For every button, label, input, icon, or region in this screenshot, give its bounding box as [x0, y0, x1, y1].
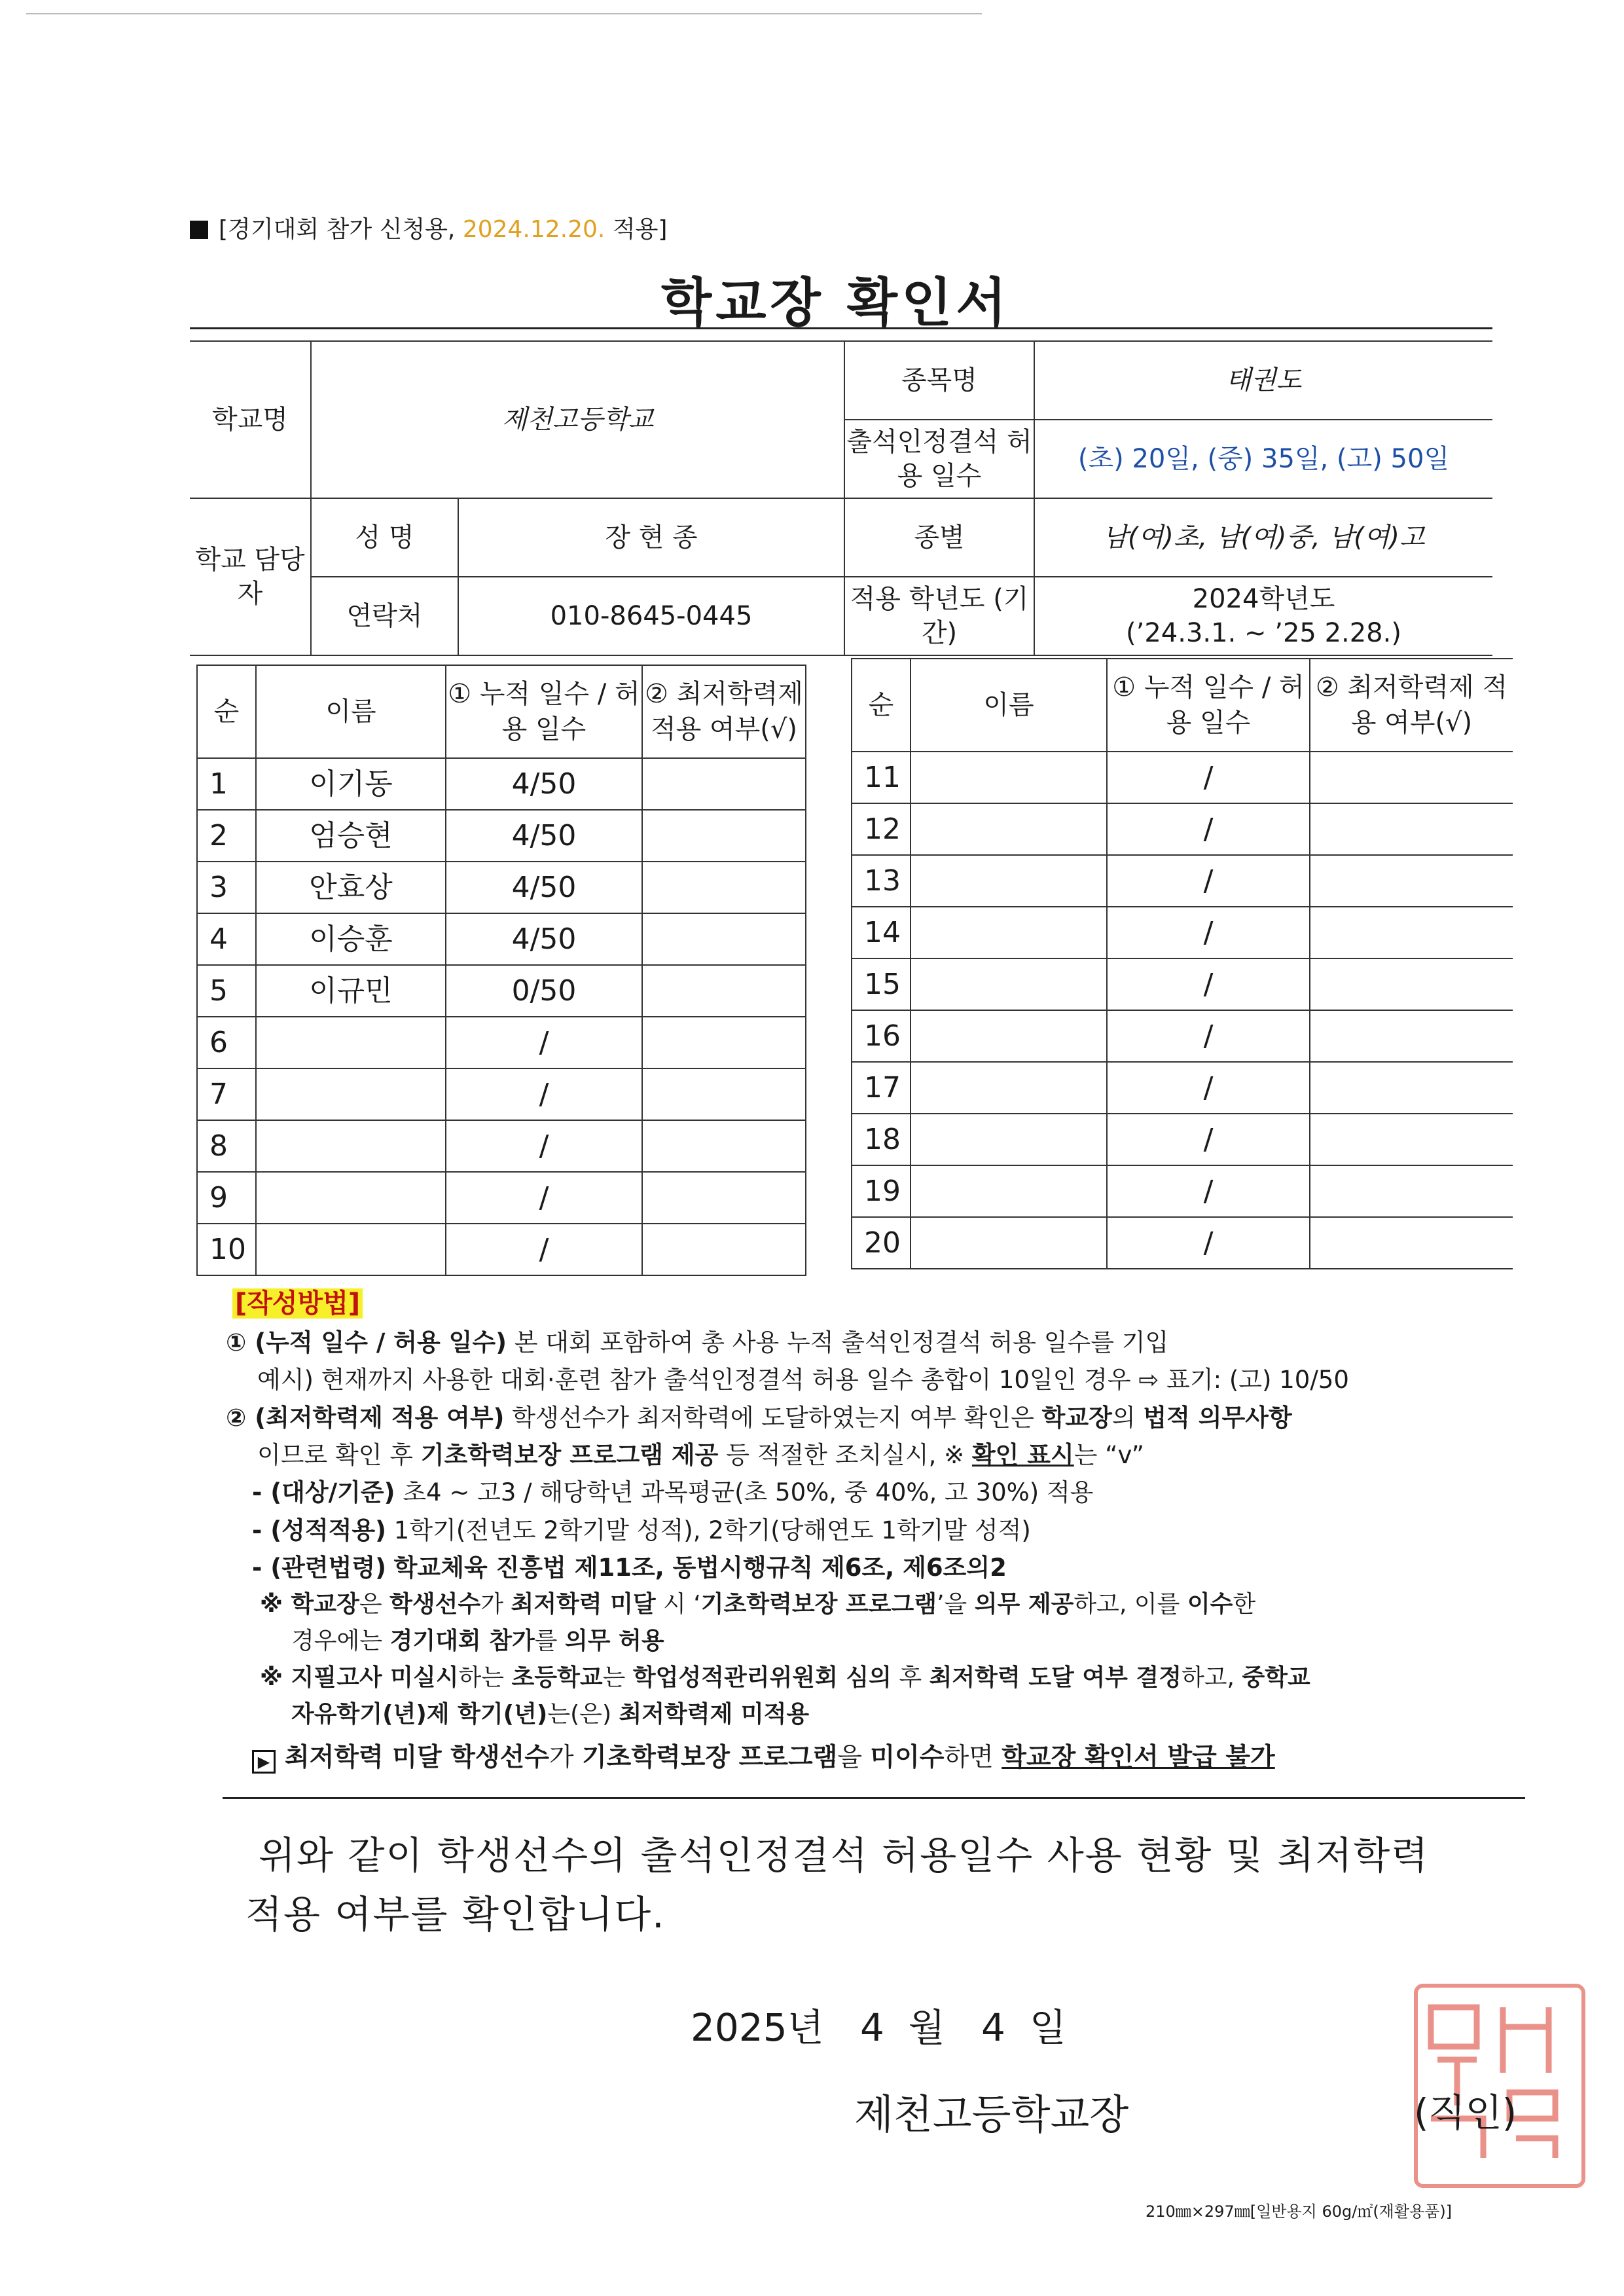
minimum-check	[1310, 1217, 1513, 1269]
remark1-d: 가	[480, 1591, 503, 1618]
header-days: ① 누적 일수 / 허용 일수	[446, 665, 642, 758]
instructions	[226, 1283, 1522, 1777]
row-number: 17	[852, 1062, 911, 1114]
table-row	[197, 1068, 806, 1120]
note2-bold-a: 학교장	[1041, 1403, 1112, 1432]
note2-bold-b: 법적 의무사항	[1143, 1403, 1292, 1432]
event-value: 태권도	[1034, 341, 1492, 420]
table-row	[852, 958, 1513, 1010]
student-name	[256, 1172, 446, 1224]
minimum-check	[642, 1172, 806, 1224]
minimum-check	[1310, 1114, 1513, 1165]
final-e: 미이수	[870, 1742, 945, 1772]
student-name	[911, 1010, 1107, 1062]
note-date: 2024.12.20.	[462, 216, 605, 243]
row-number: 11	[852, 752, 911, 803]
contact-value: 010-8645-0445	[458, 577, 844, 655]
remark2-a: ※ 지필고사 미실시	[260, 1664, 459, 1691]
confirmation-rule	[223, 1797, 1525, 1799]
row-number: 2	[197, 810, 256, 862]
notes-heading: [작성방법]	[232, 1288, 363, 1319]
final-f: 하면	[944, 1742, 994, 1772]
page-title: 학교장 확인서	[661, 272, 1011, 333]
minimum-check	[1310, 1010, 1513, 1062]
row-number: 1	[197, 758, 256, 810]
arrow-box-icon: ▶	[252, 1750, 276, 1774]
contact-label: 연락처	[311, 577, 458, 655]
student-name	[911, 1217, 1107, 1269]
remark1-g: 기초학력보장 프로그램	[700, 1591, 937, 1618]
table-row	[197, 1120, 806, 1172]
detail2-text: 1학기(전년도 2학기말 성적), 2학기(당해연도 1학기말 성적)	[393, 1516, 1031, 1544]
days-used: /	[446, 1068, 642, 1120]
row-number: 6	[197, 1017, 256, 1068]
minimum-check	[1310, 855, 1513, 907]
header-minimum: ② 최저학력제 적용 여부(√)	[1310, 659, 1513, 752]
table-row	[197, 1017, 806, 1068]
table-row	[197, 965, 806, 1017]
minimum-check	[642, 1068, 806, 1120]
header-name: 이름	[911, 659, 1107, 752]
confirmation-line2: 적용 여부를 확인합니다.	[245, 1891, 666, 1937]
row-number: 18	[852, 1114, 911, 1165]
days-used: /	[446, 1120, 642, 1172]
student-name	[911, 1062, 1107, 1114]
minimum-check	[642, 1017, 806, 1068]
paper-spec: 210㎜×297㎜[일반용지 60g/㎡(재활용품)]	[1146, 2202, 1453, 2221]
row-number: 7	[197, 1068, 256, 1120]
remark2-e: 학업성적관리위원회 심의	[632, 1664, 892, 1691]
detail3-label: - (관련법령)	[252, 1554, 387, 1582]
remark2-d: 는	[602, 1664, 626, 1691]
student-name	[256, 1120, 446, 1172]
minimum-check	[642, 862, 806, 913]
table-row	[852, 1062, 1513, 1114]
signer: 제천고등학교장	[854, 2090, 1129, 2138]
student-name: 이승훈	[256, 913, 446, 965]
note1-label: ① (누적 일수 / 허용 일수)	[226, 1328, 507, 1357]
minimum-check	[642, 758, 806, 810]
row-number: 12	[852, 803, 911, 855]
table-row	[197, 758, 806, 810]
days-used: /	[1107, 958, 1310, 1010]
table-row	[852, 1217, 1513, 1269]
student-name: 이기동	[256, 758, 446, 810]
days-used: 4/50	[446, 913, 642, 965]
row-number: 20	[852, 1217, 911, 1269]
year-label: 적용 학년도 (기간)	[844, 577, 1034, 655]
remark1-i: 의무 제공	[974, 1591, 1074, 1618]
detail2-label: - (성적적용)	[252, 1516, 387, 1544]
days-used: /	[1107, 855, 1310, 907]
minimum-check	[1310, 1062, 1513, 1114]
note2-line2-bold: 기초학력보장 프로그램 제공	[420, 1441, 719, 1470]
student-name	[911, 803, 1107, 855]
square-bullet-icon	[190, 221, 208, 239]
header-no: 순	[852, 659, 911, 752]
days-used: /	[446, 1224, 642, 1275]
info-table	[190, 340, 1492, 656]
remark1-k: 이수	[1187, 1591, 1233, 1618]
note-prefix: [경기대회 참가 신청용,	[219, 216, 456, 243]
note2-line2-underline: 확인 표시	[971, 1441, 1074, 1470]
student-table-right	[851, 658, 1513, 1269]
table-row	[197, 913, 806, 965]
header-note	[190, 211, 667, 244]
remark1-h: ’을	[937, 1591, 967, 1618]
name-value: 장 현 종	[458, 498, 844, 577]
year-period: (’24.3.1. ~ ’25 2.28.)	[1126, 618, 1401, 648]
minimum-check	[1310, 907, 1513, 958]
days-used: /	[1107, 752, 1310, 803]
row-number: 5	[197, 965, 256, 1017]
remark2-line2-a: 자유학기(년)제 학기(년)	[291, 1700, 548, 1728]
event-label: 종목명	[844, 341, 1034, 420]
student-name	[911, 958, 1107, 1010]
year-value: 2024학년도	[1192, 584, 1335, 614]
remark2-f: 후	[899, 1664, 922, 1691]
remark1-c: 학생선수	[389, 1591, 481, 1618]
school-value: 제천고등학교	[311, 341, 844, 498]
attendance-label: 출석인정결석 허용 일수	[844, 420, 1034, 498]
note2-text-a: 학생선수가 최저학력에 도달하였는지 여부 확인은	[512, 1403, 1034, 1432]
detail1-text: 초4 ~ 고3 / 해당학년 과목평균(초 50%, 중 40%, 고 30%) 적용	[403, 1478, 1094, 1507]
remark1-b: 은	[359, 1591, 382, 1618]
remark1-f: 시 ‘	[663, 1591, 701, 1618]
days-used: /	[1107, 1062, 1310, 1114]
remark2-g: 최저학력 도달 여부 결정	[929, 1664, 1182, 1691]
note2-line2-b: 등 적절한 조치실시, ※	[726, 1441, 965, 1470]
table-row	[852, 1165, 1513, 1217]
row-number: 8	[197, 1120, 256, 1172]
row-number: 19	[852, 1165, 911, 1217]
minimum-check	[642, 1120, 806, 1172]
remark1-line2-c: 를	[534, 1628, 558, 1655]
minimum-check	[642, 810, 806, 862]
table-row	[197, 1172, 806, 1224]
table-row	[852, 855, 1513, 907]
row-number: 3	[197, 862, 256, 913]
name-label: 성 명	[311, 498, 458, 577]
note2-line2-a: 이므로 확인 후	[257, 1441, 413, 1470]
minimum-check	[642, 1224, 806, 1275]
category-value: 남(여)초, 남(여)중, 남(여)고	[1034, 498, 1492, 577]
days-used: /	[1107, 1010, 1310, 1062]
student-name	[911, 752, 1107, 803]
note2-line2-c: 는 “v”	[1074, 1441, 1144, 1470]
final-b: 가	[549, 1742, 574, 1772]
note-suffix: 적용]	[612, 216, 668, 243]
days-used: /	[1107, 907, 1310, 958]
minimum-check	[1310, 803, 1513, 855]
year-cell	[1034, 577, 1492, 655]
detail1-label: - (대상/기준)	[252, 1478, 395, 1507]
days-used: 4/50	[446, 758, 642, 810]
note1-text: 본 대회 포함하여 총 사용 누적 출석인정결석 허용 일수를 기입	[514, 1328, 1169, 1357]
row-number: 13	[852, 855, 911, 907]
top-rule	[26, 13, 982, 14]
table-row	[197, 862, 806, 913]
row-number: 14	[852, 907, 911, 958]
minimum-check	[1310, 958, 1513, 1010]
row-number: 9	[197, 1172, 256, 1224]
remark1-e: 최저학력 미달	[511, 1591, 656, 1618]
note2-text-b: 의	[1111, 1403, 1136, 1432]
final-d: 을	[837, 1742, 863, 1772]
days-used: /	[446, 1017, 642, 1068]
remark1-l: 한	[1233, 1591, 1256, 1618]
student-name	[256, 1224, 446, 1275]
student-name	[256, 1017, 446, 1068]
note1-example: 예시) 현재까지 사용한 대회·훈련 참가 출석인정결석 허용 일수 총합이 10일인 경우 ⇨ 표기: (고) 10/50	[257, 1366, 1349, 1394]
final-a: 최저학력 미달 학생선수	[285, 1742, 549, 1772]
days-used: /	[1107, 1217, 1310, 1269]
remark2-i: 중학교	[1242, 1664, 1310, 1691]
row-number: 16	[852, 1010, 911, 1062]
minimum-check	[1310, 1165, 1513, 1217]
minimum-check	[642, 965, 806, 1017]
remark1-line2-a: 경우에는	[291, 1628, 383, 1655]
remark2-h: 하고,	[1182, 1664, 1235, 1691]
table-row	[852, 1010, 1513, 1062]
table-row	[197, 1224, 806, 1275]
note2-label: ② (최저학력제 적용 여부)	[226, 1403, 505, 1432]
row-number: 10	[197, 1224, 256, 1275]
header-name: 이름	[256, 665, 446, 758]
student-table-left	[196, 665, 806, 1276]
attendance-value: (초) 20일, (중) 35일, (고) 50일	[1034, 420, 1492, 498]
remark1-j: 하고, 이를	[1074, 1591, 1180, 1618]
days-used: /	[1107, 1114, 1310, 1165]
header-no: 순	[197, 665, 256, 758]
header-minimum: ② 최저학력제 적용 여부(√)	[642, 665, 806, 758]
days-used: 4/50	[446, 810, 642, 862]
row-number: 15	[852, 958, 911, 1010]
student-name: 엄승현	[256, 810, 446, 862]
issue-date: 2025년 4 월 4 일	[691, 2005, 1066, 2050]
minimum-check	[1310, 752, 1513, 803]
remark1-line2-d: 의무 허용	[565, 1628, 664, 1655]
days-used: /	[1107, 1165, 1310, 1217]
remark2-line2-b: 는(은)	[547, 1700, 611, 1728]
detail3-text: 학교체육 진흥법 제11조, 동법시행규칙 제6조, 제6조의2	[393, 1554, 1007, 1582]
final-c: 기초학력보장 프로그램	[582, 1742, 838, 1772]
final-g: 학교장 확인서 발급 불가	[1001, 1742, 1275, 1772]
table-row	[852, 1114, 1513, 1165]
student-name	[911, 907, 1107, 958]
remark1-a: ※ 학교장	[260, 1591, 359, 1618]
days-used: 0/50	[446, 965, 642, 1017]
school-label: 학교명	[190, 341, 311, 498]
category-label: 종별	[844, 498, 1034, 577]
remark2-b: 하는	[458, 1664, 505, 1691]
student-name	[256, 1068, 446, 1120]
student-name: 이규민	[256, 965, 446, 1017]
student-name: 안효상	[256, 862, 446, 913]
table-row	[852, 752, 1513, 803]
student-name	[911, 1165, 1107, 1217]
remark2-line2-c: 최저학력제 미적용	[619, 1700, 810, 1728]
table-row	[852, 803, 1513, 855]
remark1-line2-b: 경기대회 참가	[389, 1628, 535, 1655]
seal-label: (직인)	[1414, 2090, 1517, 2135]
confirmation-text	[245, 1827, 1430, 1944]
days-used: 4/50	[446, 862, 642, 913]
manager-label: 학교 담당자	[190, 498, 311, 655]
minimum-check	[642, 913, 806, 965]
table-row	[197, 810, 806, 862]
confirmation-line1: 위와 같이 학생선수의 출석인정결석 허용일수 사용 현황 및 최저학력	[259, 1833, 1430, 1878]
days-used: /	[1107, 803, 1310, 855]
remark2-c: 초등학교	[511, 1664, 603, 1691]
days-used: /	[446, 1172, 642, 1224]
row-number: 4	[197, 913, 256, 965]
student-name	[911, 855, 1107, 907]
student-name	[911, 1114, 1107, 1165]
title-rule	[190, 327, 1492, 329]
header-days: ① 누적 일수 / 허용 일수	[1107, 659, 1310, 752]
table-row	[852, 907, 1513, 958]
